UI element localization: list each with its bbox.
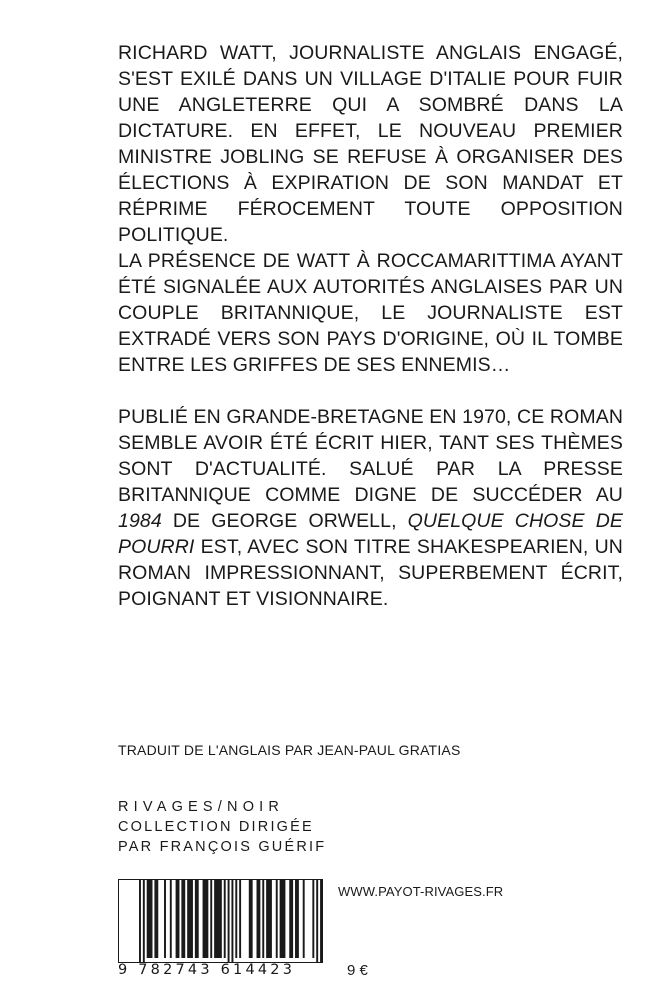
blurb-paragraph-2: LA PRÉSENCE DE WATT À ROCCAMARITTIMA AYANT ÉTÉ SIGNALÉE AUX AUTORITÉS ANGLAISES PAR UN COUPLE BRITANNIQUE, LE JOURNALISTE EST EXTRADÉ VERS SON PAYS D'ORIGINE, OÙ IL TOMBE ENTRE LES GRIFFES DE SES ENNEMIS… <box>118 250 623 376</box>
barcode-bar <box>289 880 293 958</box>
blurb-paragraph-3-text-2: DE GEORGE ORWELL, <box>161 510 408 532</box>
barcode-bar <box>239 880 241 958</box>
barcode-bar <box>262 880 264 958</box>
barcode-bar <box>266 880 272 958</box>
price: 9 € <box>347 962 368 979</box>
barcode-bar <box>214 880 222 958</box>
barcode-bar <box>139 880 141 962</box>
barcode-bar <box>170 880 172 958</box>
barcode-bar <box>203 880 209 958</box>
blurb-paragraph-1: RICHARD WATT, JOURNALISTE ANGLAIS ENGAGÉ, S'EST EXILÉ DANS UN VILLAGE D'ITALIE POUR FUIR UNE ANGLETERRE QUI A SOMBRÉ DANS LA DICTATURE. EN EFFET, LE NOUVEAU PREMIER MINISTRE JOBLING SE REFUSE À ORGANISER DES ÉLECTIONS À EXPIRATION DE SON MANDAT ET RÉPRIME FÉROCEMENT TOUTE OPPOSITION POLITIQUE. <box>118 42 623 246</box>
barcode-bar <box>195 880 199 958</box>
barcode-bar <box>257 880 261 958</box>
barcode-bars <box>139 880 322 962</box>
barcode-bar <box>295 880 299 958</box>
translator-credit: TRADUIT DE L'ANGLAIS PAR JEAN-PAUL GRATIAS <box>118 742 461 758</box>
barcode-bar <box>187 880 193 958</box>
barcode-bar <box>249 880 253 958</box>
publisher-website: WWW.PAYOT-RIVAGES.FR <box>338 884 504 899</box>
collection-name: RIVAGES/NOIR <box>118 799 285 815</box>
barcode-bar <box>154 880 158 958</box>
back-cover-blurb <box>118 40 623 612</box>
barcode-bar <box>320 880 322 962</box>
barcode-bar <box>280 880 286 958</box>
blurb-paragraph-3 <box>118 404 623 612</box>
blurb-paragraph-3-text-1: PUBLIÉ EN GRANDE-BRETAGNE EN 1970, CE ROMAN SEMBLE AVOIR ÉTÉ ÉCRIT HIER, TANT SES THÈMES SONT D'ACTUALITÉ. SALUÉ PAR LA PRESSE BRITANNIQUE COMME DIGNE DE SUCCÉDER AU <box>118 406 623 506</box>
barcode-bar <box>235 880 237 958</box>
collection-directed-label: COLLECTION DIRIGÉE <box>118 819 314 835</box>
barcode-bar <box>231 880 233 962</box>
barcode-bar <box>164 880 166 958</box>
book-title: QUELQUE CHOSE DE POURRI <box>118 510 623 558</box>
barcode-bar <box>276 880 278 958</box>
barcode <box>118 879 323 978</box>
barcode-frame <box>118 879 323 963</box>
collection-director: PAR FRANÇOIS GUÉRIF <box>118 839 327 855</box>
barcode-bar <box>303 880 305 958</box>
barcode-bar <box>143 880 145 962</box>
collection-info <box>118 797 326 857</box>
barcode-bar <box>176 880 180 958</box>
barcode-bar <box>312 880 314 958</box>
barcode-bar <box>228 880 230 962</box>
barcode-bar <box>147 880 153 958</box>
barcode-bar <box>316 880 318 962</box>
barcode-bar <box>224 880 226 958</box>
barcode-bar <box>210 880 212 958</box>
title-1984: 1984 <box>118 510 162 532</box>
barcode-bar <box>181 880 185 958</box>
blurb-paragraph-3-text-3: EST, AVEC SON TITRE SHAKESPEARIEN, UN ROMAN IMPRESSIONNANT, SUPERBEMENT ÉCRIT, POIGNANT ET VISIONNAIRE. <box>118 536 623 610</box>
isbn-digits: 9 782743 614423 <box>118 962 296 978</box>
